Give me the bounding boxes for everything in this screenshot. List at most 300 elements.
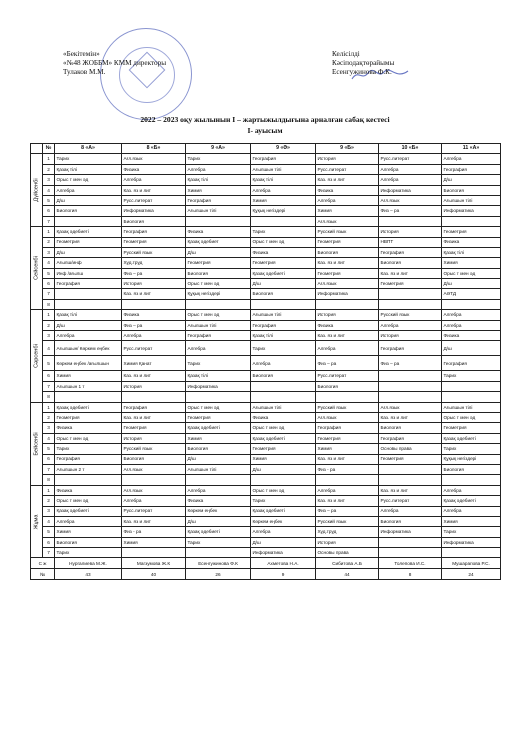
lesson-cell: Физ – ра — [379, 206, 442, 216]
lesson-cell: Ағылшын тілі — [186, 320, 251, 330]
lesson-row — [31, 423, 501, 433]
lesson-cell: Русский язык — [316, 516, 379, 526]
lesson-row — [31, 258, 501, 268]
schedule-title: 2022 – 2023 оқу жылынын I – жартыжылдығына арналған сабақ кестесі — [140, 115, 390, 124]
lesson-number: 3 — [43, 506, 55, 516]
lesson-cell: Тарих — [55, 548, 122, 558]
lesson-number: 7 — [43, 381, 55, 391]
lesson-cell: Ағл.язык — [122, 154, 186, 164]
lesson-cell: Биология — [251, 371, 316, 381]
lesson-cell: Каз. яз и лит — [316, 331, 379, 341]
lesson-cell — [122, 299, 186, 309]
lesson-cell: Алгебра — [442, 154, 501, 164]
lesson-cell: Биология — [442, 185, 501, 195]
lesson-cell: История — [122, 279, 186, 289]
lesson-number: 6 — [43, 279, 55, 289]
lesson-cell: Геометрия — [379, 454, 442, 464]
lesson-cell: Основы права — [379, 444, 442, 454]
lesson-cell: Химия — [122, 537, 186, 547]
lesson-number: 2 — [43, 412, 55, 422]
lesson-cell: Физика — [316, 185, 379, 195]
lesson-cell: Ағл.язык — [316, 279, 379, 289]
lesson-row — [31, 299, 501, 309]
lesson-number: 6 — [43, 454, 55, 464]
lesson-cell: Каз. яз и лит — [122, 371, 186, 381]
lesson-cell: Қазақ әдебиеті — [55, 402, 122, 412]
lesson-cell: Биология — [186, 444, 251, 454]
lesson-cell: Тарих — [442, 527, 501, 537]
lesson-cell: Худ.труд — [316, 527, 379, 537]
lesson-cell: Русс.литерат — [316, 371, 379, 381]
lesson-cell: Д/ш — [55, 195, 122, 205]
shift-subtitle: I- ауысым — [247, 126, 283, 135]
lesson-cell: Инф /ағылш — [55, 268, 122, 278]
lesson-cell: География — [442, 164, 501, 174]
lesson-number: 5 — [43, 268, 55, 278]
lesson-cell: Ағылшын тілі — [442, 402, 501, 412]
room-number: 26 — [186, 569, 251, 580]
lesson-cell: География — [251, 154, 316, 164]
column-header: 8 «Б» — [122, 144, 186, 154]
lesson-cell — [379, 464, 442, 474]
lesson-cell: Алгебра — [55, 185, 122, 195]
lesson-cell: Каз. яз и лит — [316, 175, 379, 185]
lesson-cell: Геометрия — [316, 433, 379, 443]
teacher-name: Мушарапова Р.С. — [442, 558, 501, 569]
lesson-cell: Алгебра — [379, 175, 442, 185]
lesson-cell: Геометрия — [442, 227, 501, 237]
rooms-label: № — [31, 569, 55, 580]
teacher-name: Толепова И.С. — [379, 558, 442, 569]
lesson-cell: Физ – ра — [316, 356, 379, 371]
day-name: Жұма — [32, 514, 39, 530]
lesson-cell — [316, 299, 379, 309]
day-header-blank — [31, 144, 43, 154]
lesson-cell: Биология — [251, 289, 316, 299]
lesson-cell: Д/ш — [251, 464, 316, 474]
lesson-cell: Д/ш — [186, 516, 251, 526]
lesson-row — [31, 341, 501, 356]
lesson-cell: История — [316, 310, 379, 320]
lesson-cell: Д/ш — [55, 320, 122, 330]
lesson-cell: Русский язык — [379, 310, 442, 320]
lesson-cell: Физика — [55, 485, 122, 495]
lesson-cell: Биология — [379, 423, 442, 433]
lesson-cell: Биология — [55, 206, 122, 216]
lesson-cell: География — [316, 423, 379, 433]
lesson-cell: Каз. яз и лит — [379, 268, 442, 278]
lesson-number: 2 — [43, 496, 55, 506]
lesson-row — [31, 537, 501, 547]
lesson-cell: Биология — [316, 381, 379, 391]
lesson-row — [31, 392, 501, 402]
lesson-cell — [251, 299, 316, 309]
lesson-row — [31, 195, 501, 205]
lesson-cell: География — [122, 402, 186, 412]
lesson-cell: Русский язык — [316, 402, 379, 412]
lesson-cell — [55, 289, 122, 299]
lesson-cell: Каз. яз и лит — [122, 185, 186, 195]
lesson-row — [31, 464, 501, 474]
lesson-cell: Химия — [316, 444, 379, 454]
lesson-cell: Алгебра — [122, 175, 186, 185]
lesson-cell — [251, 475, 316, 485]
day-cell — [31, 154, 43, 227]
lesson-cell: Русский язык — [122, 444, 186, 454]
room-number: 44 — [316, 569, 379, 580]
agreement-block — [332, 50, 394, 78]
lesson-row — [31, 185, 501, 195]
lesson-cell: Алгебра — [442, 320, 501, 330]
lesson-cell: Физика — [122, 164, 186, 174]
column-header: 9 «А» — [186, 144, 251, 154]
lesson-cell — [122, 392, 186, 402]
lesson-cell: Биология — [379, 258, 442, 268]
column-header: 11 «А» — [442, 144, 501, 154]
lesson-number: 2 — [43, 320, 55, 330]
lesson-number: 5 — [43, 444, 55, 454]
teacher-name: Нургалиева М.Ж. — [55, 558, 122, 569]
lesson-cell: География — [55, 454, 122, 464]
lesson-row — [31, 506, 501, 516]
lesson-cell: Физика — [251, 247, 316, 257]
lesson-number: 7 — [43, 289, 55, 299]
lesson-cell: Орыс т мен әд — [251, 237, 316, 247]
lesson-cell: Тарих — [442, 371, 501, 381]
lesson-cell — [251, 381, 316, 391]
lesson-cell: Информатика — [316, 289, 379, 299]
lesson-cell — [186, 216, 251, 226]
lesson-number: 4 — [43, 341, 55, 356]
lesson-cell: Химия — [316, 206, 379, 216]
lesson-cell: Физ – ра — [122, 268, 186, 278]
lesson-cell: Геометрия — [379, 279, 442, 289]
day-name: Дүйсенбі — [32, 178, 39, 202]
lesson-cell: Алгебра — [186, 164, 251, 174]
lesson-cell: Тарих — [55, 444, 122, 454]
lesson-row — [31, 548, 501, 558]
lesson-cell: Биология — [122, 216, 186, 226]
lesson-cell: Физика — [55, 423, 122, 433]
lesson-cell: Каз. яз и лит — [316, 496, 379, 506]
lesson-cell: Алгебра — [442, 310, 501, 320]
lesson-cell — [442, 475, 501, 485]
lesson-number: 8 — [43, 299, 55, 309]
lesson-cell: Алгебра — [442, 506, 501, 516]
lesson-cell: Орыс т мен әд — [442, 268, 501, 278]
lesson-cell: Орыс т мен әд — [186, 310, 251, 320]
lesson-cell: Физика — [316, 320, 379, 330]
lesson-cell: Физика — [251, 412, 316, 422]
lesson-cell: Геометрия — [122, 423, 186, 433]
lesson-cell: Тарих — [186, 154, 251, 164]
lesson-cell: Геометрия — [251, 444, 316, 454]
lesson-cell: Геометрия — [251, 258, 316, 268]
lesson-row — [31, 247, 501, 257]
lesson-cell: Алгебра — [379, 164, 442, 174]
lesson-cell: География — [379, 341, 442, 356]
lesson-cell: Орыс т мен әд — [55, 496, 122, 506]
column-header: № — [43, 144, 55, 154]
lesson-row — [31, 154, 501, 164]
lesson-row — [31, 412, 501, 422]
lesson-cell: Ағылш/инф — [55, 258, 122, 268]
lesson-cell: Химия — [442, 258, 501, 268]
lesson-row — [31, 279, 501, 289]
lesson-cell: Құқық негіздері — [442, 454, 501, 464]
lesson-cell: Каз. яз и лит — [379, 412, 442, 422]
lesson-cell: Ағл.язык — [316, 216, 379, 226]
lesson-cell — [55, 299, 122, 309]
lesson-cell: АӘТД — [442, 289, 501, 299]
lesson-cell: Д/ш — [186, 454, 251, 464]
lesson-row — [31, 371, 501, 381]
lesson-cell: Алгебра — [316, 485, 379, 495]
day-cell — [31, 402, 43, 485]
lesson-row — [31, 381, 501, 391]
lesson-row — [31, 237, 501, 247]
approval-line: «№48 ЖОББМ» КММ директоры — [63, 59, 167, 68]
lesson-cell: История — [379, 331, 442, 341]
lesson-cell — [379, 216, 442, 226]
lesson-cell: Каз. яз и лит — [316, 258, 379, 268]
lesson-cell: Ағылшын тілі — [186, 464, 251, 474]
lesson-cell: Информатика — [379, 527, 442, 537]
approval-line: Тулаков М.М. — [63, 68, 106, 77]
lesson-cell: История — [122, 381, 186, 391]
lesson-cell: Қазақ әдебиет — [186, 237, 251, 247]
lesson-cell: Алгебра — [122, 331, 186, 341]
lesson-cell: Қазақ әдебиеті — [251, 268, 316, 278]
lesson-cell: Қазақ тілі — [251, 175, 316, 185]
lesson-cell: Құқық негіздері — [186, 289, 251, 299]
lesson-cell — [379, 289, 442, 299]
lesson-cell: Информатика — [379, 185, 442, 195]
lesson-cell: Қазақ тілі — [251, 331, 316, 341]
lesson-row — [31, 433, 501, 443]
lesson-cell: Геометрия — [55, 237, 122, 247]
day-cell — [31, 485, 43, 558]
lesson-number: 2 — [43, 237, 55, 247]
lesson-cell — [442, 548, 501, 558]
lesson-row — [31, 402, 501, 412]
lesson-cell: Алгебра — [442, 485, 501, 495]
lesson-cell: Русс.литерат — [379, 496, 442, 506]
lesson-cell — [442, 299, 501, 309]
lesson-cell — [442, 392, 501, 402]
lesson-cell: Геометрия — [186, 412, 251, 422]
schedule-table — [30, 143, 501, 580]
lesson-cell: История — [379, 227, 442, 237]
lesson-cell: Химия — [55, 371, 122, 381]
lesson-cell: География — [379, 247, 442, 257]
schedule-body — [31, 154, 501, 558]
approval-block — [63, 50, 166, 78]
lesson-row — [31, 527, 501, 537]
lesson-cell: Қазақ әдебиеті — [186, 527, 251, 537]
room-number: 24 — [442, 569, 501, 580]
lesson-cell: Ағылшын тілі — [251, 402, 316, 412]
lesson-cell: Геометрия — [316, 237, 379, 247]
lesson-cell — [55, 216, 122, 226]
lesson-cell: Биология — [55, 537, 122, 547]
lesson-cell: География — [442, 356, 501, 371]
lesson-cell: Орыс т мен әд — [55, 175, 122, 185]
lesson-number: 8 — [43, 392, 55, 402]
lesson-cell: Алгебра — [251, 527, 316, 537]
lesson-cell — [379, 371, 442, 381]
lesson-number: 6 — [43, 537, 55, 547]
lesson-cell: Көркем еңбек — [251, 516, 316, 526]
lesson-number: 7 — [43, 216, 55, 226]
lesson-cell: Алгебра — [251, 356, 316, 371]
lesson-number: 6 — [43, 206, 55, 216]
lesson-cell: География — [251, 320, 316, 330]
lesson-cell: Информатика — [251, 548, 316, 558]
lesson-cell: Каз. яз и лит — [122, 412, 186, 422]
lesson-cell: Алгебра — [55, 516, 122, 526]
lesson-cell: Алгебра — [251, 185, 316, 195]
lesson-cell — [379, 548, 442, 558]
lesson-cell: Информатика — [186, 381, 251, 391]
lesson-cell: Қазақ әдебиеті — [55, 227, 122, 237]
lesson-number: 4 — [43, 516, 55, 526]
lesson-row — [31, 164, 501, 174]
lesson-cell: Алгебра — [55, 331, 122, 341]
lesson-cell: Орыс т мен әд — [186, 402, 251, 412]
lesson-cell: Биология — [316, 247, 379, 257]
agreement-line: Кәсіподақтөрайымы — [332, 59, 395, 68]
lesson-cell: Қазақ әдебиеті — [251, 433, 316, 443]
lesson-cell — [55, 392, 122, 402]
lesson-row — [31, 227, 501, 237]
teacher-name: Есенгужинова Ф.К — [186, 558, 251, 569]
agreement-line: Келісілді — [332, 50, 360, 58]
lesson-cell: Орыс т мен әд — [55, 433, 122, 443]
teacher-name: Сибитова А.Б — [316, 558, 379, 569]
lesson-cell: Физ – ра — [316, 506, 379, 516]
lesson-cell — [186, 548, 251, 558]
lesson-cell: Физ – ра — [379, 356, 442, 371]
room-number: 8 — [379, 569, 442, 580]
lesson-cell: Химия — [442, 516, 501, 526]
lesson-number: 1 — [43, 227, 55, 237]
lesson-cell — [251, 392, 316, 402]
rooms-row — [31, 569, 501, 580]
lesson-cell: Каз. яз и лит — [122, 516, 186, 526]
lesson-cell: История — [122, 433, 186, 443]
lesson-cell — [316, 475, 379, 485]
lesson-cell: География — [186, 331, 251, 341]
lesson-cell — [186, 475, 251, 485]
lesson-cell: Каз. яз и лит — [316, 454, 379, 464]
day-name: Бейсенбі — [32, 431, 39, 456]
lesson-cell: Каз. яз и лит — [379, 485, 442, 495]
lesson-cell: Құқық негіздері — [251, 206, 316, 216]
lesson-cell: Ағл.язык — [122, 485, 186, 495]
lesson-cell: Ағл.язык — [379, 195, 442, 205]
column-header: 9 «Ә» — [251, 144, 316, 154]
lesson-cell: Тарих — [442, 444, 501, 454]
lesson-cell: Биология — [122, 454, 186, 464]
lesson-cell: Физ - ра — [316, 464, 379, 474]
day-cell — [31, 310, 43, 402]
lesson-number: 2 — [43, 164, 55, 174]
lesson-cell — [379, 381, 442, 391]
lesson-cell: Көркем еңбек — [186, 506, 251, 516]
lesson-cell — [316, 392, 379, 402]
column-header: 8 «А» — [55, 144, 122, 154]
lesson-row — [31, 310, 501, 320]
lesson-number: 1 — [43, 485, 55, 495]
lesson-number: 5 — [43, 195, 55, 205]
lesson-cell: Геометрия — [186, 258, 251, 268]
lesson-cell: Биология — [442, 464, 501, 474]
lesson-cell: Геометрия — [316, 268, 379, 278]
agreement-line: Есенгужинова Ф.К. — [332, 68, 392, 77]
lesson-cell: Д/ш — [442, 341, 501, 356]
lesson-row — [31, 216, 501, 226]
lesson-cell: Қазақ тілі — [55, 310, 122, 320]
lesson-cell: Ағылшын тілі — [251, 310, 316, 320]
lesson-number: 6 — [43, 371, 55, 381]
lesson-cell: Ағылшын тілі — [186, 206, 251, 216]
lesson-number: 3 — [43, 175, 55, 185]
lesson-cell: Қазақ тілі — [186, 371, 251, 381]
lesson-cell: Орыс т мен әд — [251, 423, 316, 433]
lesson-number: 4 — [43, 258, 55, 268]
lesson-cell: Д/ш — [55, 247, 122, 257]
lesson-cell: Русс.литерат — [122, 195, 186, 205]
lesson-cell: Алгебра — [316, 195, 379, 205]
lesson-cell: Биология — [379, 516, 442, 526]
lesson-cell: Тарих — [186, 537, 251, 547]
lesson-cell: Қазақ тілі — [442, 247, 501, 257]
lesson-cell: Русс.литерат — [379, 154, 442, 164]
lesson-row — [31, 475, 501, 485]
lesson-cell — [55, 475, 122, 485]
lesson-cell: Физика — [442, 237, 501, 247]
lesson-cell: Алгебра — [379, 320, 442, 330]
lesson-cell: Русс.литерат — [122, 506, 186, 516]
lesson-number: 3 — [43, 247, 55, 257]
lesson-cell — [186, 299, 251, 309]
lesson-number: 8 — [43, 475, 55, 485]
lesson-row — [31, 331, 501, 341]
lesson-cell: Қазақ тілі — [55, 164, 122, 174]
lesson-cell — [379, 299, 442, 309]
teachers-row — [31, 558, 501, 569]
lesson-cell: Алгебра — [186, 485, 251, 495]
lesson-cell: Химия — [186, 433, 251, 443]
lesson-cell: Физика — [122, 310, 186, 320]
lesson-row — [31, 356, 501, 371]
lesson-cell: Ағылшын 1 т — [55, 381, 122, 391]
lesson-cell: Русский язык — [122, 247, 186, 257]
lesson-cell: Алгебра — [186, 341, 251, 356]
lesson-cell: Көркем еңбек /ағылшын — [55, 356, 122, 371]
lesson-row — [31, 289, 501, 299]
lesson-cell: Д/ш — [251, 537, 316, 547]
lesson-cell: Физика — [186, 496, 251, 506]
lesson-cell: Ағл.язык — [379, 402, 442, 412]
lesson-cell: Ағл.язык — [316, 412, 379, 422]
lesson-row — [31, 444, 501, 454]
lesson-cell: Геометрия — [122, 237, 186, 247]
lesson-cell: Химия — [55, 527, 122, 537]
lesson-cell: Орыс т мен әд — [251, 485, 316, 495]
lesson-cell: Физ - ра — [122, 527, 186, 537]
